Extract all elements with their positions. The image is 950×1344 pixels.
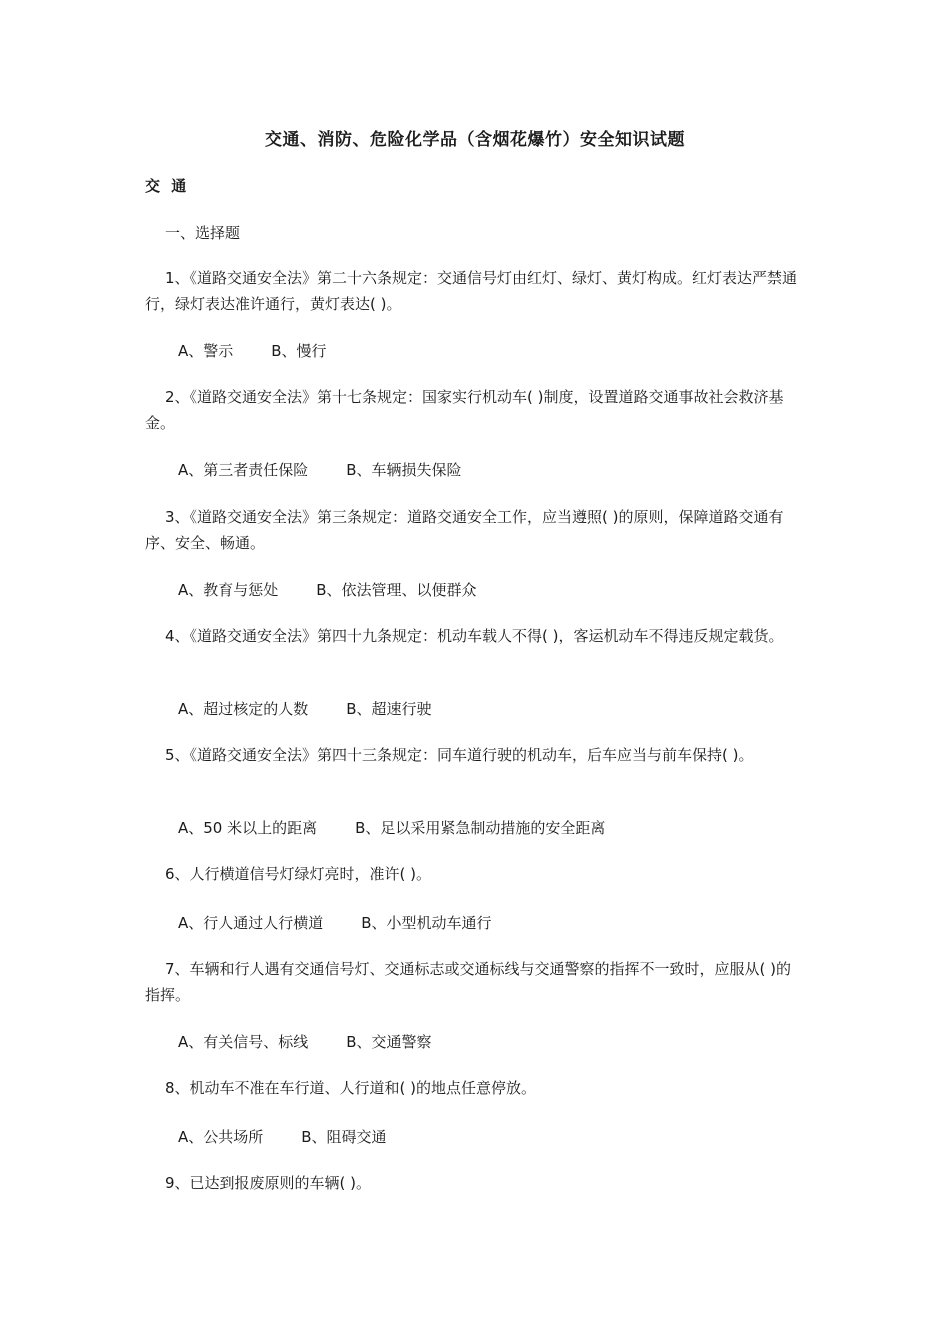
question-5-options (178, 817, 605, 838)
question-7: 7、车辆和行人遇有交通信号灯、交通标志或交通标线与交通警察的指挥不一致时，应服从( )的指挥。 (145, 960, 792, 1004)
question-3-option-a: A、教育与惩处 (178, 581, 279, 599)
question-2: 2、《道路交通安全法》第十七条规定：国家实行机动车( )制度，设置道路交通事故社会救济基金。 (145, 388, 784, 432)
question-1-option-b: B、慢行 (271, 342, 327, 360)
question-2-options (178, 459, 462, 480)
question-1-options (178, 340, 327, 361)
question-8-option-a: A、公共场所 (178, 1128, 264, 1146)
question-2-option-a: A、第三者责任保险 (178, 461, 309, 479)
question-5: 5、《道路交通安全法》第四十三条规定：同车道行驶的机动车，后车应当与前车保持( )。 (165, 746, 754, 764)
question-6-option-b: B、小型机动车通行 (361, 914, 492, 932)
question-4-option-b: B、超速行驶 (346, 700, 432, 718)
question-3-options (178, 579, 477, 600)
question-7-option-b: B、交通警察 (346, 1033, 432, 1051)
question-4: 4、《道路交通安全法》第四十九条规定：机动车载人不得( )，客运机动车不得违反规定载货。 (165, 627, 784, 645)
question-type-heading: 一、选择题 (165, 224, 241, 242)
question-3: 3、《道路交通安全法》第三条规定：道路交通安全工作，应当遵照( )的原则，保障道路交通有序、安全、畅通。 (145, 508, 784, 552)
question-5-option-b: B、足以采用紧急制动措施的安全距离 (355, 819, 606, 837)
question-3-option-b: B、依法管理、以便群众 (316, 581, 477, 599)
question-5-option-a: A、50 米以上的距离 (178, 819, 318, 837)
question-7-option-a: A、有关信号、标线 (178, 1033, 309, 1051)
document-title: 交通、消防、危险化学品（含烟花爆竹）安全知识试题 (265, 130, 685, 150)
question-6: 6、人行横道信号灯绿灯亮时，准许( )。 (165, 865, 432, 883)
question-7-options (178, 1031, 432, 1052)
question-4-options (178, 698, 432, 719)
question-8: 8、机动车不准在车行道、人行道和( )的地点任意停放。 (165, 1079, 537, 1097)
question-1-option-a: A、警示 (178, 342, 234, 360)
question-1: 1、《道路交通安全法》第二十六条规定：交通信号灯由红灯、绿灯、黄灯构成。红灯表达严禁通行，绿灯表达准许通行，黄灯表达( )。 (145, 269, 798, 313)
question-6-options (178, 912, 492, 933)
question-4-option-a: A、超过核定的人数 (178, 700, 309, 718)
question-2-option-b: B、车辆损失保险 (346, 461, 462, 479)
question-8-options (178, 1126, 387, 1147)
question-9: 9、已达到报废原则的车辆( )。 (165, 1174, 372, 1192)
question-8-option-b: B、阻碍交通 (301, 1128, 387, 1146)
question-6-option-a: A、行人通过人行横道 (178, 914, 324, 932)
section-heading: 交 通 (145, 177, 190, 195)
